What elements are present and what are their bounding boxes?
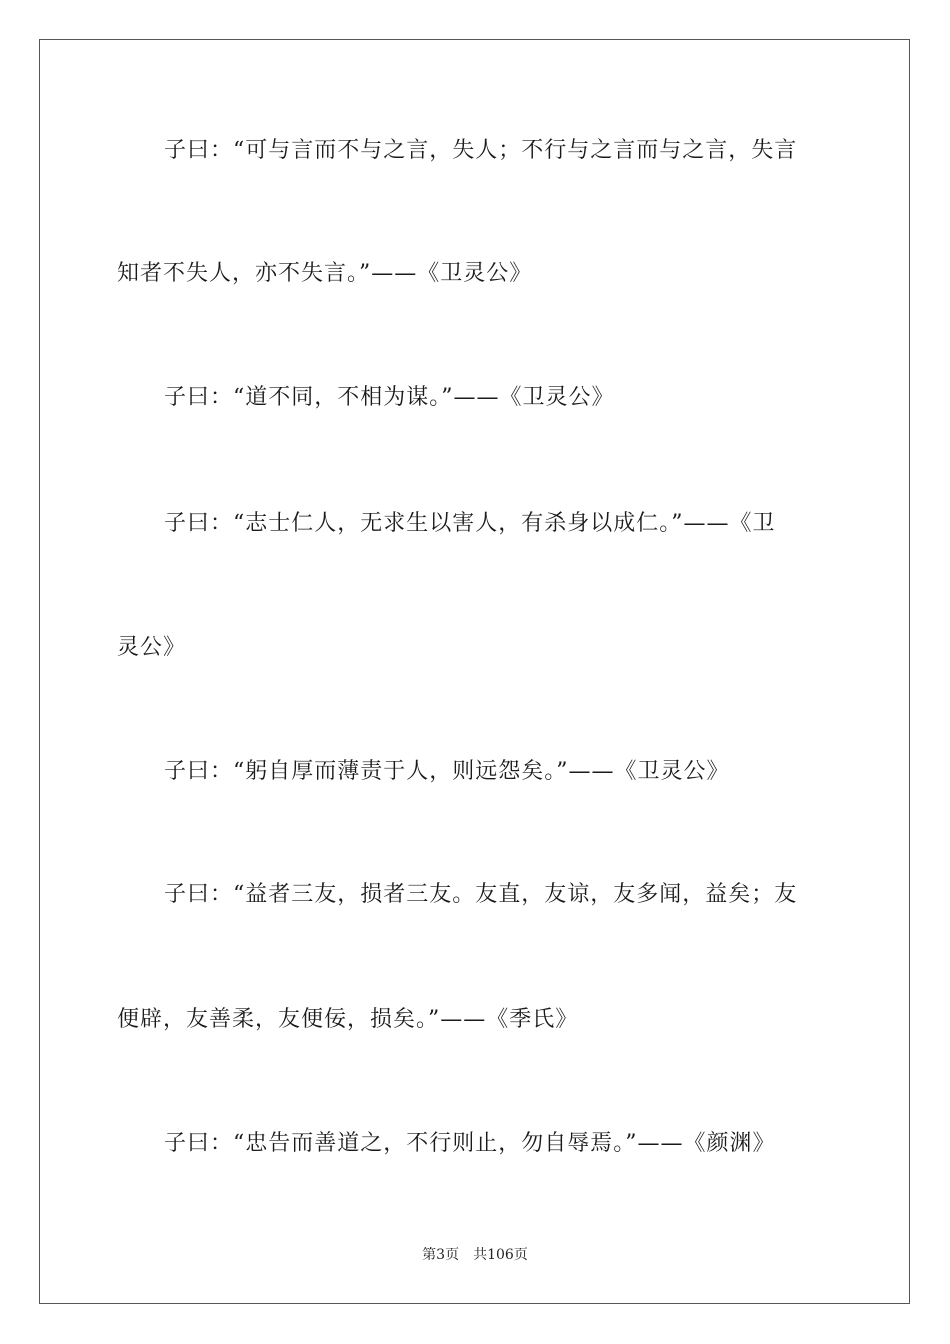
paragraph-line: 灵公》 bbox=[117, 635, 187, 660]
page-border bbox=[39, 39, 910, 1304]
paragraph-line: 子曰：“志士仁人，无求生以害人，有杀身以成仁。”——《卫 bbox=[164, 511, 776, 536]
total-pages: 共106页 bbox=[473, 1247, 528, 1263]
paragraph-line: 子曰：“躬自厚而薄责于人，则远怨矣。”——《卫灵公》 bbox=[164, 759, 730, 784]
paragraph-line: 知者不失人，亦不失言。”——《卫灵公》 bbox=[117, 261, 533, 286]
paragraph-line: 便辟，友善柔，友便佞，损矣。”——《季氏》 bbox=[117, 1007, 579, 1032]
paragraph-line: 子曰：“忠告而善道之，不行则止，勿自辱焉。”——《颜渊》 bbox=[164, 1131, 776, 1156]
paragraph-line: 子曰：“可与言而不与之言，失人；不行与之言而与之言，失言 bbox=[164, 138, 798, 163]
page-footer bbox=[0, 1245, 950, 1265]
page-number: 第3页 bbox=[422, 1247, 460, 1263]
paragraph-line: 子曰：“益者三友，损者三友。友直，友谅，友多闻，益矣；友 bbox=[164, 882, 798, 907]
paragraph-line: 子曰：“道不同，不相为谋。”——《卫灵公》 bbox=[164, 385, 615, 410]
